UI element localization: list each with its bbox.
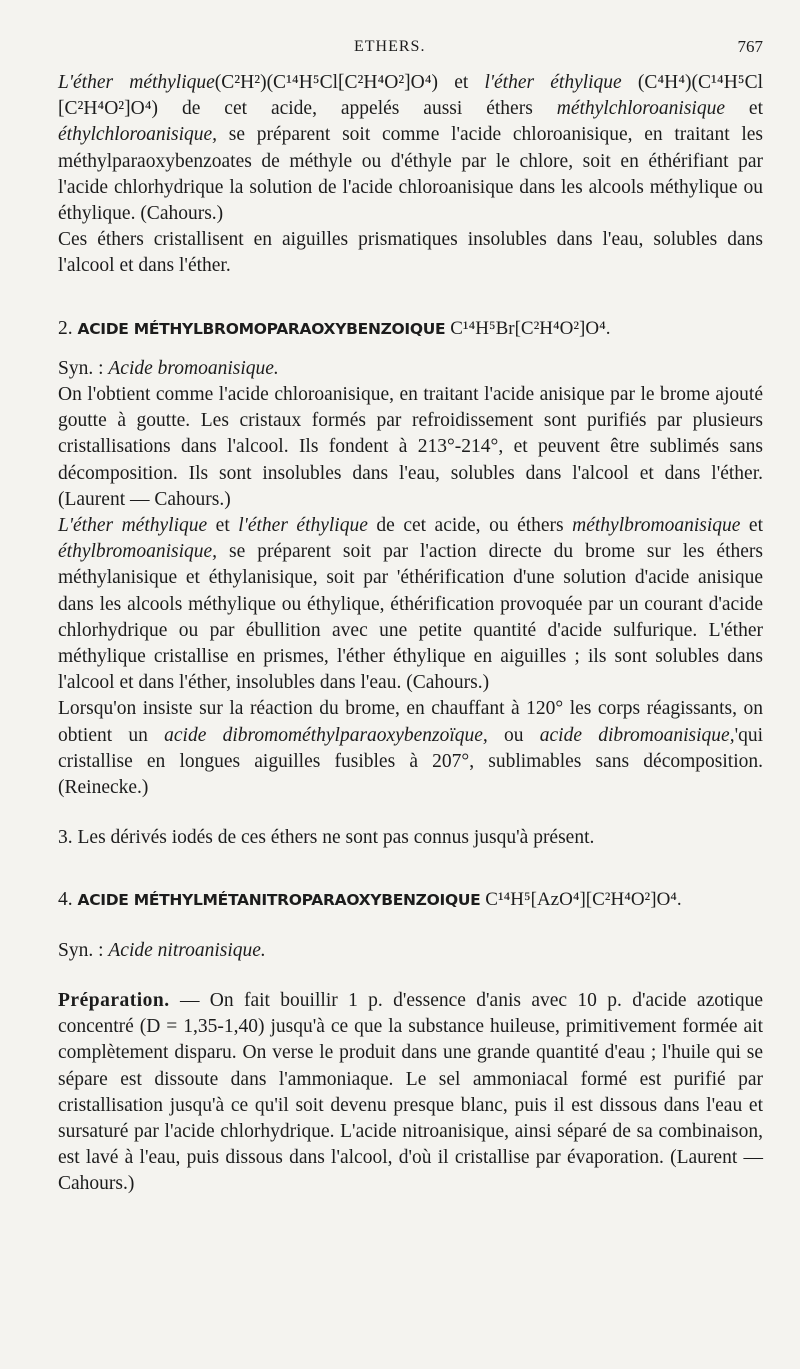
term: éthylbromoanisique, bbox=[58, 541, 218, 563]
paragraph-dibromo bbox=[58, 696, 763, 801]
term: L'éther méthylique bbox=[58, 72, 215, 93]
formula: (C⁴H⁴)(C¹⁴H⁵Cl [C²H⁴O²]O⁴) bbox=[58, 72, 763, 120]
syn-value: Acide nitroanisique. bbox=[108, 939, 266, 961]
term: éthylchloroanisique, bbox=[58, 124, 218, 146]
text: — On fait bouillir 1 p. d'essence d'anis avec 10 p. d'acide azotique concentré (D = 1,35-1,40) jusqu'à ce que la substance huileuse, primitivement formée ait complètement disparu. On verse le produit dans une grande quantité d'eau ; l'huile qui se sépare est dissoute dans l'ammoniaque. Le sel ammoniacal formé est purifié par cristallisation jusqu'à ce qu'il soit devenu presque blanc, puis il est dissous dans l'eau et sursaturé par l'acide chlorhydrique. L'acide nitroanisique, ainsi séparé de sa combinaison, est lavé à l'eau, puis dissous dans l'alcool, d'où il cristallise par évaporation. (Laurent — Cahours.) bbox=[58, 989, 763, 1195]
text: se préparent soit par l'action directe du brome sur les éthers méthylanisique et éthylanisique, soit par 'éthérification d'une solution d'acide anisique dans les alcools méthylique ou éthylique, éthérification provoquée par un courant d'acide chlorhydrique ou par ébullition avec une petite quantité d'acide sulfurique. L'éther méthylique cristallise en prismes, l'éther éthylique en aiguilles ; ils sont solubles dans l'alcool et dans l'éther, insolubles dans l'eau. (Cahours.) bbox=[58, 541, 763, 694]
text: Lorsqu'on insiste sur la réaction du brome, en chauffant à 120° les corps réagissants, on obtient un bbox=[58, 698, 763, 746]
section-4-heading bbox=[58, 887, 763, 913]
preparation-label: Préparation. bbox=[58, 989, 170, 1011]
section-3-paragraph: 3. Les dérivés iodés de ces éthers ne sont pas connus jusqu'à présent. bbox=[58, 827, 595, 849]
paragraph-methyl-ethyl-ethers-chloro bbox=[58, 70, 763, 227]
page-number: 767 bbox=[737, 37, 763, 56]
term: acide dibromométhylparaoxybenzoïque, bbox=[164, 724, 488, 746]
section-number: 4. bbox=[58, 889, 73, 911]
text: ou bbox=[487, 724, 540, 746]
term: acide dibromoanisique, bbox=[539, 724, 735, 746]
syn-label: Syn. : bbox=[58, 357, 109, 379]
text: se préparent soit comme l'acide chloroanisique, en traitant les méthylparaoxybenzoates de méthyle ou d'éthyle par le chlore, soit en éthérifiant par l'acide chlorhydrique la solution de l'acide chloroanisique dans les alcools méthylique ou éthylique. (Cahours.) bbox=[58, 124, 763, 225]
paragraph-bromo-ethers bbox=[58, 513, 763, 696]
term: l'éther éthylique bbox=[238, 515, 368, 537]
paragraph-bromo-preparation: On l'obtient comme l'acide chloroanisique, en traitant l'acide anisique par le brome ajouté goutte à goutte. Les cristaux formés par refroidissement sont purifiés par plusieurs cristallisations dans l'alcool. Ils fondent à 213°-214°, et peuvent être sublimés sans décomposition. Ils sont insolubles dans l'eau, solubles dans l'alcool et dans l'éther. (Laurent — Cahours.) bbox=[58, 384, 763, 510]
text: 'qui cristallise en longues aiguilles fusibles à 207°, sublimables sans décomposition. (Reinecke.) bbox=[58, 724, 764, 799]
section-title: ACIDE MÉTHYLMÉTANITROPARAOXYBENZOIQUE bbox=[77, 891, 481, 910]
synonym-line bbox=[58, 938, 763, 964]
synonym-line bbox=[58, 356, 763, 382]
paragraph-preparation bbox=[58, 988, 763, 1198]
syn-value: Acide bromoanisique. bbox=[108, 357, 279, 379]
syn-label: Syn. : bbox=[58, 939, 109, 961]
section-title: ACIDE MÉTHYLBROMOPARAOXYBENZOIQUE bbox=[77, 319, 446, 338]
formula: (C²H²)(C¹⁴H⁵Cl[C²H⁴O²]O⁴) bbox=[214, 72, 439, 93]
page-header bbox=[58, 34, 763, 70]
term: L'éther méthylique bbox=[58, 515, 208, 537]
section-formula: C¹⁴H⁵Br[C²H⁴O²]O⁴. bbox=[450, 317, 611, 339]
term: l'éther éthylique bbox=[484, 72, 622, 93]
text: et bbox=[740, 515, 764, 537]
term: méthylbromoanisique bbox=[572, 515, 741, 537]
text: et bbox=[724, 98, 763, 120]
running-head: ETHERS. bbox=[354, 38, 426, 55]
text: de cet acide, appelés aussi éthers bbox=[158, 98, 557, 120]
section-formula: C¹⁴H⁵[AzO⁴][C²H⁴O²]O⁴. bbox=[485, 889, 682, 911]
text: et bbox=[438, 72, 485, 93]
page bbox=[58, 0, 763, 1198]
text: de cet acide, ou éthers bbox=[367, 515, 573, 537]
section-2-heading bbox=[58, 316, 763, 342]
term: méthylchloroanisique bbox=[556, 98, 725, 120]
section-number: 2. bbox=[58, 317, 73, 339]
paragraph-ethers-crystallize: Ces éthers cristallisent en aiguilles prismatiques insolubles dans l'eau, solubles dans l'alcool et dans l'éther. bbox=[58, 229, 763, 277]
text: et bbox=[207, 515, 239, 537]
